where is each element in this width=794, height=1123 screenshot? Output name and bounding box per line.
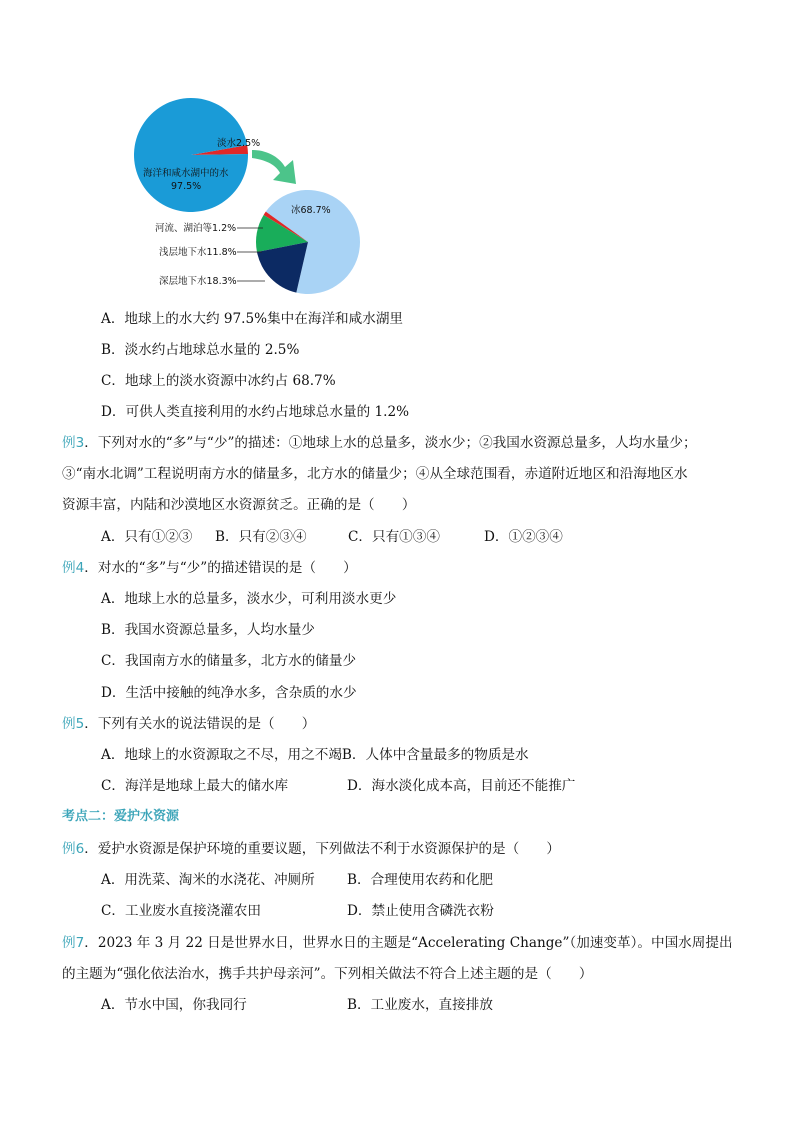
question-3-line-1: 例3．下列对水的“多”与“少”的描述：①地球上水的总量多，淡水少；②我国水资源总量多，人均水量少；	[62, 435, 697, 451]
option-a: A．用洗菜、淘米的水浇花、冲厕所	[101, 872, 315, 888]
option-c: C．工业废水直接浇灌农田	[101, 903, 261, 919]
question-5-stem: 例5．下列有关水的说法错误的是（ ）	[62, 716, 316, 732]
question-4-stem: 例4．对水的“多”与“少”的描述错误的是（ ）	[62, 560, 357, 576]
option-a-q4: A．地球上水的总量多，淡水少，可利用淡水更少	[101, 591, 397, 607]
option-d: D．海水淡化成本高，目前还不能推广	[347, 778, 576, 794]
question-7-line-2: 的主题为“强化依法治水，携手共护母亲河”。下列相关做法不符合上述主题的是（ ）	[62, 966, 593, 982]
example-label: 例4	[62, 560, 85, 576]
pie1-ocean-label-line2: 97.5%	[171, 181, 202, 192]
example-label: 例3	[62, 435, 85, 451]
question-6-stem: 例6．爱护水资源是保护环境的重要议题，下列做法不利于水资源保护的是（ ）	[62, 841, 561, 857]
question-7-line-1: 例7．2023 年 3 月 22 日是世界水日，世界水日的主题是“Accelerating Change”（加速变革）。中国水周提出	[62, 935, 733, 951]
question-3-line-3: 资源丰富，内陆和沙漠地区水资源贫乏。正确的是（ ）	[62, 497, 416, 513]
pie2-deep-label: 深层地下水18.3%	[159, 276, 237, 287]
option-b: B．只有②③④	[215, 529, 307, 545]
pie-chart-total-water	[134, 98, 248, 212]
option-c-q2: C．地球上的淡水资源中冰约占 68.7%	[101, 373, 336, 389]
option-d-q2: D．可供人类直接利用的水约占地球总水量的 1.2%	[101, 404, 410, 420]
option-c-q4: C．我国南方水的储量多，北方水的储量少	[101, 653, 357, 669]
pie2-river-label: 河流、湖泊等1.2%	[155, 223, 237, 234]
question-3-options	[101, 527, 563, 547]
question-6-options-ab	[101, 870, 493, 890]
option-a: A．地球上的水资源取之不尽，用之不竭	[101, 747, 342, 763]
option-d: D．①②③④	[484, 529, 563, 545]
option-d: D．禁止使用含磷洗衣粉	[347, 903, 494, 919]
pie1-ocean-label-line1: 海洋和咸水湖中的水	[143, 168, 229, 179]
pie-charts	[0, 0, 794, 305]
example-label: 例5	[62, 716, 85, 732]
option-b-q4: B．我国水资源总量多，人均水量少	[101, 622, 315, 638]
option-b-q2: B．淡水约占地球总水量的 2.5%	[101, 342, 300, 358]
question-5-options-cd	[101, 776, 575, 796]
option-b: B．合理使用农药和化肥	[347, 872, 493, 888]
question-5-options-ab	[101, 745, 529, 765]
option-b: B．人体中含量最多的物质是水	[341, 747, 529, 763]
question-6-options-cd	[101, 901, 494, 921]
option-a-q2: A．地球上的水大约 97.5%集中在海洋和咸水湖里	[101, 311, 404, 327]
option-a: A．节水中国，你我同行	[101, 997, 247, 1013]
option-b: B．工业废水，直接排放	[347, 997, 493, 1013]
example-label: 例6	[62, 841, 85, 857]
pie2-ice-label: 冰68.7%	[291, 205, 331, 216]
option-d-q4: D．生活中接触的纯净水多，含杂质的水少	[101, 685, 357, 701]
question-7-options-ab	[101, 995, 493, 1015]
water-distribution-figure	[0, 0, 794, 305]
arrow-icon	[252, 150, 296, 184]
example-label: 例7	[62, 935, 85, 951]
section-heading: 考点二：爱护水资源	[62, 809, 180, 824]
pie1-slice-1	[134, 98, 248, 212]
pie1-freshwater-label: 淡水2.5%	[217, 138, 261, 149]
pie2-shallow-label: 浅层地下水11.8%	[159, 247, 237, 258]
question-3-line-2: ③“南水北调”工程说明南方水的储量多，北方水的储量少；④从全球范围看，赤道附近地区和沿海地区水	[62, 466, 688, 482]
option-c: C．只有①③④	[348, 529, 440, 545]
option-c: C．海洋是地球上最大的储水库	[101, 778, 289, 794]
option-a: A．只有①②③	[101, 529, 193, 545]
